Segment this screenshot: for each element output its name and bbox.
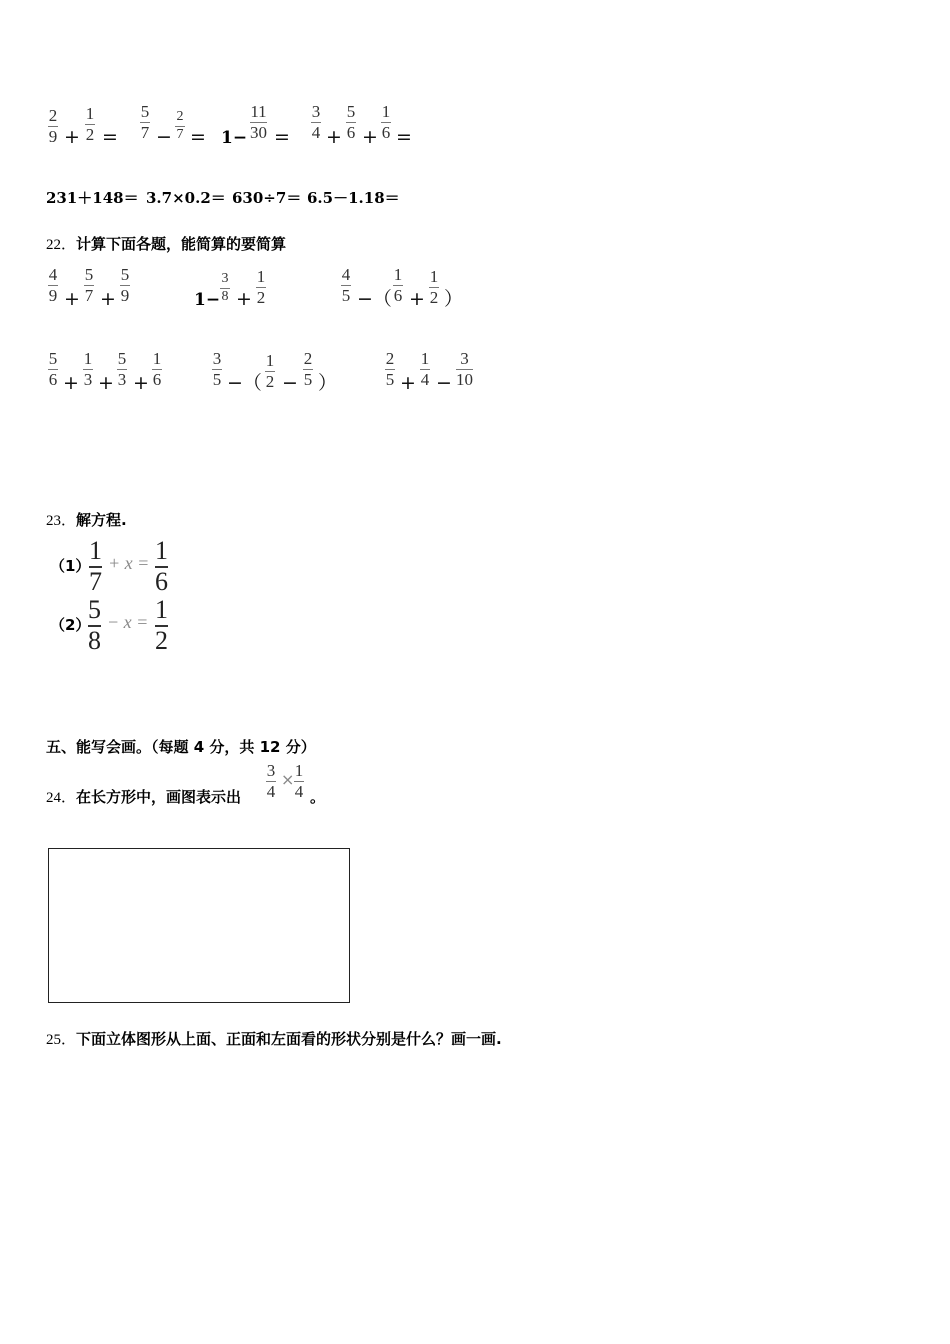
numerator: 5 xyxy=(48,349,58,368)
denominator: 6 xyxy=(152,370,162,389)
section-title: 五、能写会画。（每题 4 分，共 12 分） xyxy=(46,738,316,756)
numerator: 4 xyxy=(48,265,58,284)
question-22-heading xyxy=(46,233,286,254)
fraction xyxy=(256,268,266,306)
operator: + xyxy=(326,126,342,148)
numerator: 3 xyxy=(460,349,469,368)
numerator: 1 xyxy=(152,349,162,368)
numerator: 3 xyxy=(221,271,229,286)
numerator: 5 xyxy=(346,102,356,121)
operator: + xyxy=(362,126,378,148)
numerator: 1 xyxy=(294,761,304,780)
operator: + xyxy=(63,372,79,394)
operator: + xyxy=(64,288,80,310)
denominator: 2 xyxy=(85,125,95,144)
fraction xyxy=(88,597,101,654)
arithmetic-item: 231＋148＝ xyxy=(46,189,139,207)
numerator: 3 xyxy=(311,102,321,121)
numerator: 5 xyxy=(84,265,94,284)
numerator: 5 xyxy=(117,349,127,368)
operator: − xyxy=(282,372,298,394)
denominator: 8 xyxy=(221,289,229,304)
question-text: 在长方形中，画图表示出 xyxy=(76,788,242,806)
numerator: 1 xyxy=(89,536,102,565)
denominator: 6 xyxy=(48,370,58,389)
fraction xyxy=(294,762,304,800)
denominator: 5 xyxy=(341,286,351,305)
question-24-heading xyxy=(46,786,241,807)
numerator: 3 xyxy=(212,349,222,368)
fraction xyxy=(89,538,102,595)
closing-paren: ） xyxy=(318,372,338,394)
denominator: 4 xyxy=(420,370,430,389)
question-number: 25． xyxy=(46,1032,77,1048)
numerator: 1 xyxy=(265,351,275,370)
denominator: 10 xyxy=(456,370,473,389)
numerator: 4 xyxy=(341,265,351,284)
fraction xyxy=(83,350,93,388)
fraction xyxy=(120,266,130,304)
denominator: 7 xyxy=(89,567,102,596)
fraction xyxy=(155,538,168,595)
fraction xyxy=(175,110,185,142)
numerator: 1 xyxy=(83,349,93,368)
denominator: 9 xyxy=(48,286,58,305)
numerator: 1 xyxy=(393,265,403,284)
multiply-sign: × xyxy=(281,770,295,789)
operator: + xyxy=(236,288,252,310)
numerator: 2 xyxy=(303,349,313,368)
fraction xyxy=(220,272,230,304)
numerator: 1 xyxy=(155,595,168,624)
equation-label: （2） xyxy=(50,616,91,634)
fraction xyxy=(385,350,395,388)
fraction xyxy=(250,103,267,141)
operator: + xyxy=(409,288,425,310)
fraction xyxy=(311,103,321,141)
operator: −（ xyxy=(357,288,392,310)
question-number: 24． xyxy=(46,790,77,806)
question-title: 计算下面各题，能简算的要简算 xyxy=(76,235,287,253)
denominator: 9 xyxy=(48,127,58,146)
operator: − xyxy=(436,372,452,394)
denominator: 2 xyxy=(265,372,275,391)
numerator: 11 xyxy=(250,102,267,121)
denominator: 6 xyxy=(393,286,403,305)
fraction xyxy=(266,762,276,800)
equals-sign: = xyxy=(274,126,290,148)
operator: + xyxy=(98,372,114,394)
denominator: 7 xyxy=(84,286,94,305)
question-title: 解方程. xyxy=(76,511,127,529)
fraction xyxy=(429,268,439,306)
denominator: 6 xyxy=(381,123,391,142)
denominator: 7 xyxy=(140,123,150,142)
closing-paren: ） xyxy=(444,288,464,310)
denominator: 5 xyxy=(303,370,313,389)
operator: −（ xyxy=(227,372,262,394)
numerator: 2 xyxy=(48,106,58,125)
numerator: 1 xyxy=(381,102,391,121)
arithmetic-item: 3.7×0.2＝ xyxy=(146,189,226,207)
equation-middle: + x = xyxy=(108,553,150,573)
denominator: 3 xyxy=(83,370,93,389)
question-number: 22． xyxy=(46,237,77,253)
fraction xyxy=(381,103,391,141)
denominator: 9 xyxy=(120,286,130,305)
equals-sign: = xyxy=(102,126,118,148)
drawing-rectangle xyxy=(48,848,350,1003)
fraction xyxy=(456,350,473,388)
operator: + xyxy=(100,288,116,310)
denominator: 7 xyxy=(176,127,184,142)
denominator: 3 xyxy=(117,370,127,389)
fraction xyxy=(212,350,222,388)
question-text: 下面立体图形从上面、正面和左面看的形状分别是什么？画一画. xyxy=(76,1030,502,1048)
operator: + xyxy=(400,372,416,394)
fraction xyxy=(85,105,95,143)
numerator: 1 xyxy=(155,536,168,565)
fraction xyxy=(420,350,430,388)
numerator: 2 xyxy=(176,109,184,124)
denominator: 30 xyxy=(250,123,267,142)
numerator: 3 xyxy=(266,761,276,780)
fraction xyxy=(84,266,94,304)
denominator: 5 xyxy=(212,370,222,389)
operator: − xyxy=(156,126,172,148)
numerator: 5 xyxy=(120,265,130,284)
numerator: 1 xyxy=(256,267,266,286)
denominator: 4 xyxy=(266,782,276,801)
fraction xyxy=(303,350,313,388)
numerator: 2 xyxy=(385,349,395,368)
denominator: 5 xyxy=(385,370,395,389)
numerator: 1 xyxy=(429,267,439,286)
question-23-heading xyxy=(46,509,127,530)
question-number: 23． xyxy=(46,513,77,529)
question-25-heading xyxy=(46,1028,502,1049)
numerator: 1 xyxy=(85,104,95,123)
operator: + xyxy=(64,126,80,148)
numerator: 5 xyxy=(88,595,101,624)
equation-label: （1） xyxy=(50,557,91,575)
fraction xyxy=(393,266,403,304)
numerator: 1 xyxy=(420,349,430,368)
equals-sign: = xyxy=(190,126,206,148)
denominator: 6 xyxy=(346,123,356,142)
fraction xyxy=(346,103,356,141)
arithmetic-item: 630÷7＝ xyxy=(232,189,302,207)
denominator: 2 xyxy=(429,288,439,307)
fraction xyxy=(140,103,150,141)
fraction xyxy=(341,266,351,304)
sentence-end: 。 xyxy=(310,788,326,806)
lead-term: 1− xyxy=(194,290,221,310)
fraction xyxy=(155,597,168,654)
equation-middle: − x = xyxy=(107,612,149,632)
equals-sign: = xyxy=(396,126,412,148)
denominator: 4 xyxy=(311,123,321,142)
denominator: 2 xyxy=(155,626,168,655)
fraction xyxy=(117,350,127,388)
denominator: 4 xyxy=(294,782,304,801)
fraction xyxy=(48,107,58,145)
denominator: 8 xyxy=(88,626,101,655)
denominator: 6 xyxy=(155,567,168,596)
fraction xyxy=(265,352,275,390)
arithmetic-item: 6.5－1.18＝ xyxy=(307,189,400,207)
fraction xyxy=(152,350,162,388)
numerator: 5 xyxy=(140,102,150,121)
lead-term: 1− xyxy=(221,128,248,148)
operator: + xyxy=(133,372,149,394)
fraction xyxy=(48,350,58,388)
denominator: 2 xyxy=(256,288,266,307)
fraction xyxy=(48,266,58,304)
